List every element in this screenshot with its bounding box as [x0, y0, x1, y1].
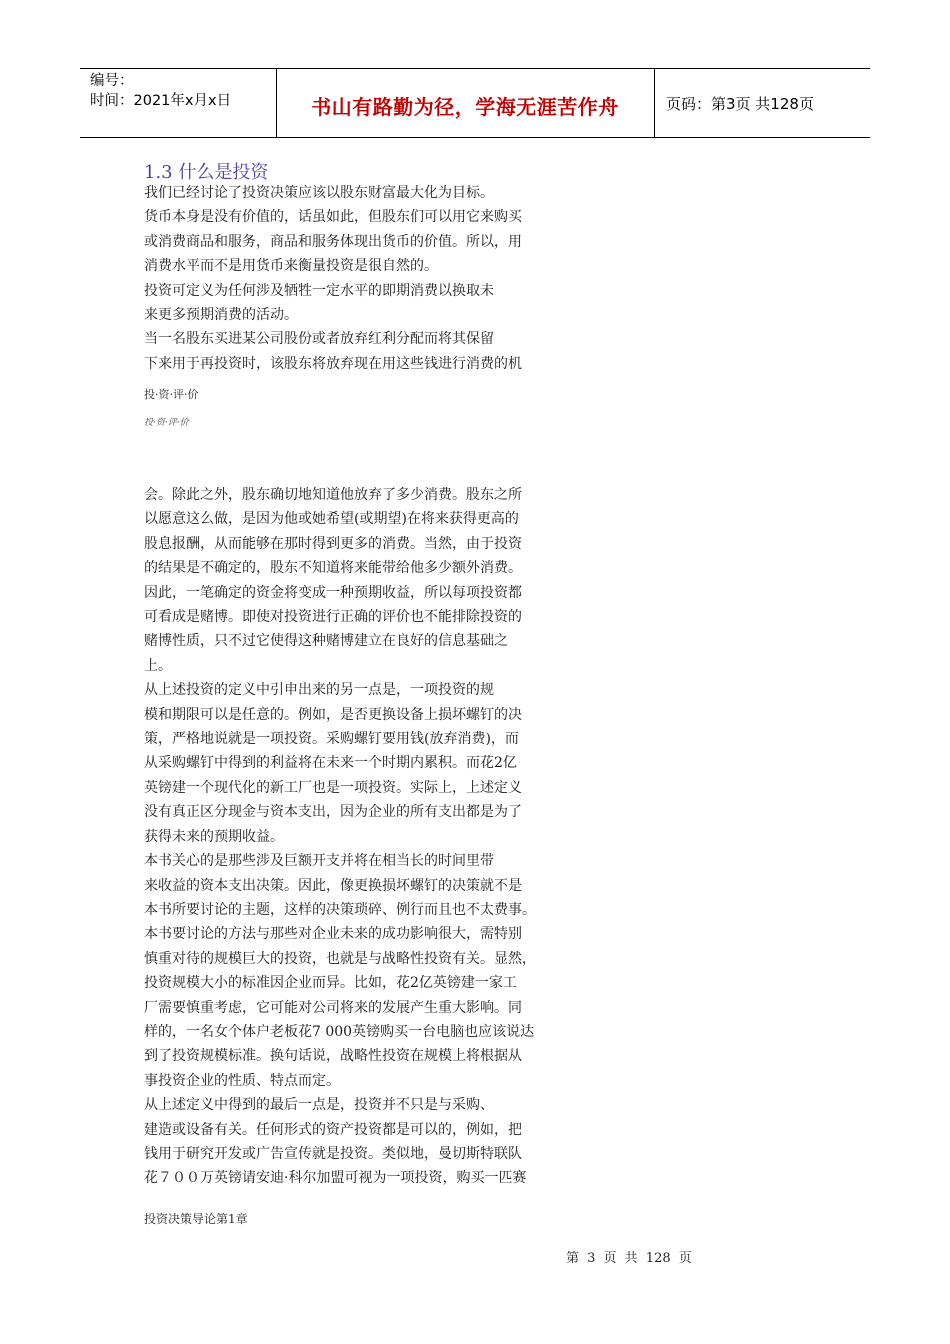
body-line: 本书关心的是那些涉及巨额开支并将在相当长的时间里带 — [144, 853, 494, 870]
body-line: 事投资企业的性质、特点而定。 — [144, 1072, 340, 1089]
body-line: 花７００万英镑请安迪·科尔加盟可视为一项投资，购买一匹赛 — [144, 1170, 527, 1187]
body-line: 获得未来的预期收益。 — [144, 828, 284, 845]
body-line: 模和期限可以是任意的。例如，是否更换设备上损坏螺钉的决 — [144, 706, 522, 723]
body-line: 或消费商品和服务，商品和服务体现出货币的价值。所以，用 — [144, 233, 522, 250]
body-line: 钱用于研究开发或广告宣传就是投资。类似地，曼切斯特联队 — [144, 1145, 522, 1162]
body-line: 从上述投资的定义中引申出来的另一点是，一项投资的规 — [144, 682, 494, 699]
body-line: 消费水平而不是用货币来衡量投资是很自然的。 — [144, 258, 438, 275]
body-line: 策，严格地说就是一项投资。采购螺钉要用钱(放弃消费)，而 — [144, 731, 519, 748]
body-line: 我们已经讨论了投资决策应该以股东财富最大化为目标。 — [144, 185, 494, 201]
body-line: 投资规模大小的标准因企业而异。比如，花2亿英镑建一家工 — [144, 975, 517, 992]
running-tag: 投·资·评·价 — [144, 388, 199, 401]
time-label: 时间：2021年x月x日 — [90, 93, 232, 109]
body-block-1 — [144, 181, 604, 376]
header-divider — [654, 69, 655, 137]
chapter-footer: 投资决策导论第1章 — [144, 1212, 248, 1226]
body-line: 货币本身是没有价值的，话虽如此，但股东们可以用它来购买 — [144, 209, 522, 226]
body-line: 从采购螺钉中得到的利益将在未来一个时期内累积。而花2亿 — [144, 755, 517, 772]
body-line: 上。 — [144, 657, 172, 674]
body-line: 以愿意这么做，是因为他或她希望(或期望)在将来获得更高的 — [144, 511, 519, 528]
header-page-info: 页码：第3页 共128页 — [666, 95, 814, 113]
body-line: 的结果是不确定的，股东不知道将来能带给他多少额外消费。 — [144, 560, 522, 577]
section-title: 1.3 什么是投资 — [144, 162, 269, 183]
body-line: 英镑建一个现代化的新工厂也是一项投资。实际上，上述定义 — [144, 779, 522, 796]
body-line: 来更多预期消费的活动。 — [144, 307, 298, 324]
page-number: 第 3 页 共 128 页 — [566, 1251, 692, 1266]
header-meta — [90, 71, 231, 111]
body-line: 从上述定义中得到的最后一点是，投资并不只是与采购、 — [144, 1097, 494, 1114]
body-line: 因此，一笔确定的资金将变成一种预期收益，所以每项投资都 — [144, 584, 522, 601]
body-line: 投资可定义为任何涉及牺牲一定水平的即期消费以换取未 — [144, 282, 494, 299]
body-line: 本书所要讨论的主题，这样的决策琐碎、例行而且也不太费事。 — [144, 901, 536, 918]
body-line: 本书要讨论的方法与那些对企业未来的成功影响很大，需特别 — [144, 926, 522, 943]
body-line: 到了投资规模标准。换句话说，战略性投资在规模上将根据从 — [144, 1048, 522, 1065]
number-label: 编号： — [90, 73, 134, 89]
body-line: 当一名股东买进某公司股份或者放弃红利分配而将其保留 — [144, 331, 494, 348]
body-line: 建造或设备有关。任何形式的资产投资都是可以的，例如，把 — [144, 1121, 522, 1138]
page-header — [80, 68, 870, 138]
body-line: 下来用于再投资时，该股东将放弃现在用这些钱进行消费的机 — [144, 355, 522, 372]
body-line: 厂需要慎重考虑，它可能对公司将来的发展产生重大影响。同 — [144, 999, 522, 1016]
body-block-2 — [144, 483, 604, 1191]
body-line: 赌博性质，只不过它使得这种赌博建立在良好的信息基础之 — [144, 633, 508, 650]
body-line: 可看成是赌博。即使对投资进行正确的评价也不能排除投资的 — [144, 609, 522, 626]
body-line: 股息报酬，从而能够在那时得到更多的消费。当然，由于投资 — [144, 535, 522, 552]
body-line: 没有真正区分现金与资本支出，因为企业的所有支出都是为了 — [144, 804, 522, 821]
body-line: 来收益的资本支出决策。因此，像更换损坏螺钉的决策就不是 — [144, 877, 522, 894]
header-motto: 书山有路勤为径，学海无涯苦作舟 — [311, 95, 619, 119]
body-line: 慎重对待的规模巨大的投资，也就是与战略性投资有关。显然， — [144, 950, 536, 967]
body-line: 会。除此之外，股东确切地知道他放弃了多少消费。股东之所 — [144, 487, 522, 503]
body-line: 样的，一名女个体户老板花7 000英镑购买一台电脑也应该说达 — [144, 1023, 535, 1040]
running-tag-small: 投·资·评·价 — [144, 418, 189, 428]
